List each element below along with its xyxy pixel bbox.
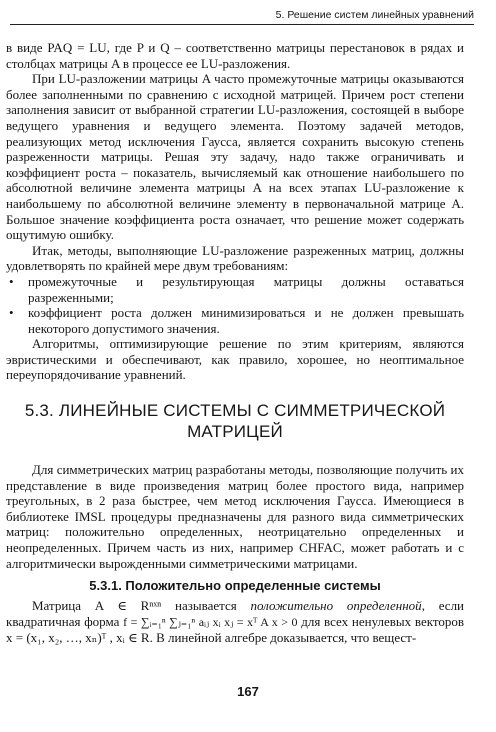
paragraph-6 [6,598,464,646]
definition-text-1: Матрица A ∈ Rⁿˣⁿ называется [32,598,237,614]
bullet-icon: • [9,273,14,289]
body-text [6,40,464,646]
definition-text-4: . В линейной алгебре доказывается, что вещест- [149,630,417,646]
page-number: 167 [237,684,259,699]
running-header [10,6,474,25]
paragraph-4: Алгоритмы, оптимизирующие решение по этим критериям, являются эвристическими и обеспечивают, как правило, хорошее, но неоптимальное переупорядочивание уравнений. [6,336,464,383]
paragraph-3: Итак, методы, выполняющие LU-разложение разреженных матриц, должны удовлетворять по крайней мере двум требованиям: [6,242,464,274]
list-item-text: коэффициент роста должен минимизироваться и не должен превышать некоторого допустимого значения. [28,305,464,336]
definition-text-2: , если квадратичная форма [6,598,465,629]
section-title-line-1: 5.3. ЛИНЕЙНЫЕ СИСТЕМЫ С СИММЕТРИЧЕСКОЙ [24,401,446,421]
definition-text-3: для всех ненулевых векторов [301,613,465,629]
bullet-icon: • [9,305,14,321]
quadratic-form-formula: f = ∑ᵢ₌₁ⁿ ∑ⱼ₌₁ⁿ aᵢⱼ xᵢ xⱼ = xᵀ A x > 0 [123,614,298,629]
list-item [6,274,464,305]
running-title: 5. Решение систем линейных уравнений [275,9,474,21]
requirements-list [6,274,464,336]
list-item [6,305,464,336]
section-title-line-2: МАТРИЦЕЙ [187,422,283,442]
definition-term: положительно определенной [250,598,422,614]
vector-formula: x = (x₁, x₂, …, xₙ)ᵀ , xᵢ ∈ R [6,630,150,646]
paragraph-1: в виде PAQ = LU, где P и Q – соответственно матрицы перестановок в рядах и столбцах матрицы A в процессе ее LU-разложения. [6,40,464,71]
paragraph-5: Для симметрических матриц разработаны методы, позволяющие получить их представление в виде произведения матриц более простого вида, например треугольных, в 2 раза быстрее, чем метод исключения Гаусса. Имеющиеся в библиотеке IMSL процедуры предназначены для разного вида симметрических матриц: положительно определенных, неотрицательно определенных и неопределенных. Причем часть из них, например CHFAC, может работать и с алгоритмически вырожденными симметрическими матрицами. [6,462,464,571]
list-item-text: промежуточные и результирующая матрицы должны оставаться разреженными; [28,273,464,305]
section-title [6,400,464,442]
subsection-title: 5.3.1. Положительно определенные системы [89,578,381,594]
paragraph-2: При LU-разложении матрицы A часто промежуточные матрицы оказываются более заполненными по сравнению с исходной матрицей. Причем рост степени заполнения зависит от выбранной стратегии LU-разложения, состоящей в выборе ведущего уравнения и ведущего элемента. Поэтому задачей методов, реализующих метод исключения Гаусса, является сохранить высокую степень разреженности матрицы. Решая эту задачу, надо также ограничивать и коэффициент роста – показатель, вычисляемый как отношение наибольшего по абсолютной величине элемента матрицы A на всех этапах LU-разложение к наибольшему по абсолютной величине элементу в первоначальной матрице A. Большое значение коэффициента роста означает, что решение может содержать ощутимую ошибку. [6,71,464,243]
